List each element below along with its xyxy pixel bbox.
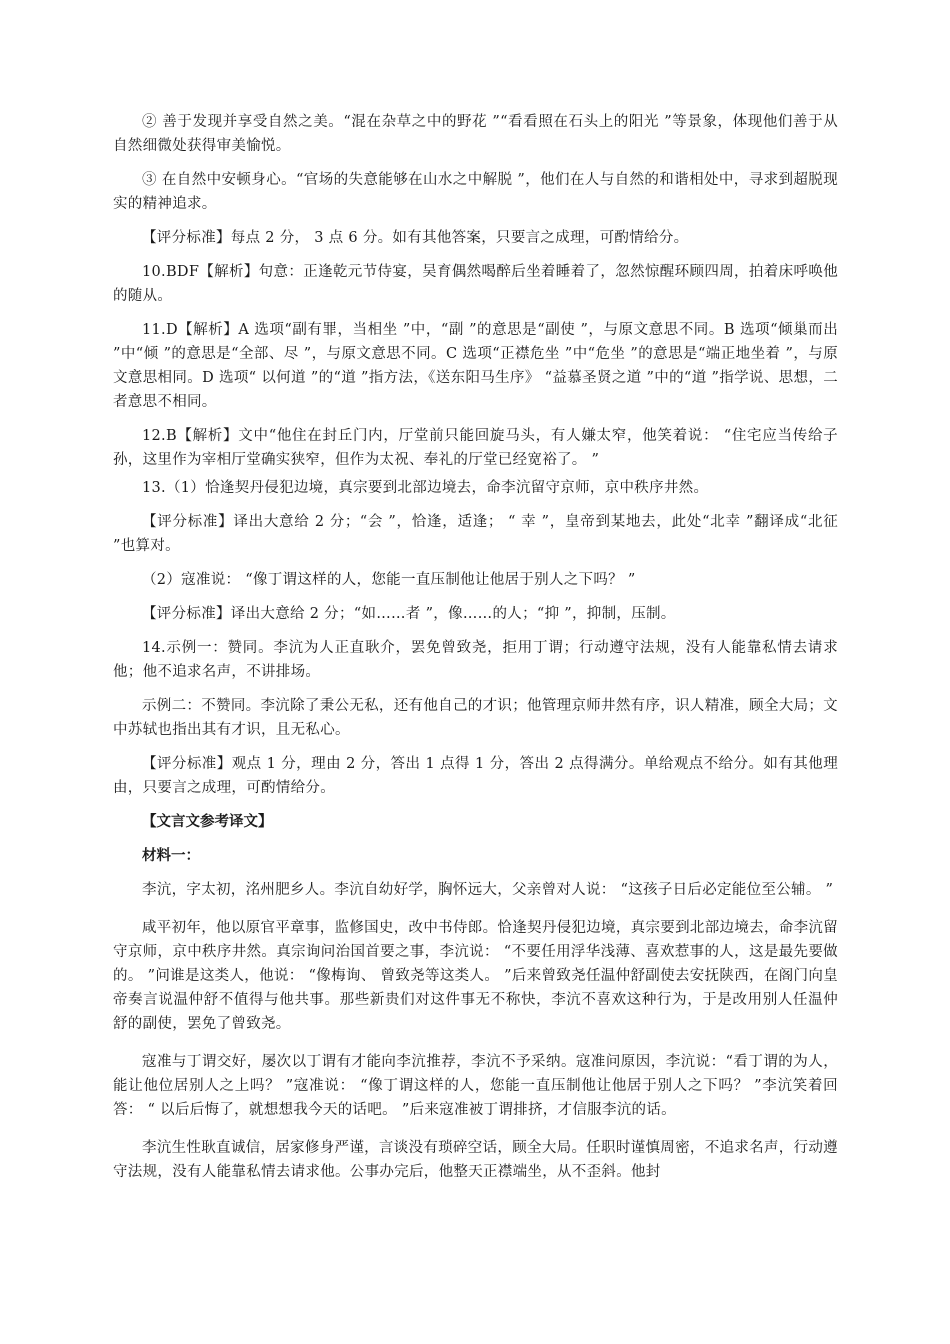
translation-paragraph: 咸平初年，他以原官平章事，监修国史，改中书侍郎。恰逢契丹侵犯边境，真宗要到北部边境去，命李沆留守京师，京中秩序井然。真宗询问治国首要之事，李沆说： “不要任用浮华浅薄、喜欢惹事的人，这是最先要做的。 ”问谁是这类人，他说： “像梅询、 曾致尧等这类人。 ”后来曾致尧任温仲舒副使去安抚陕西，在阁门向皇帝奏言说温仲舒不值得与他共事。那些新贵们对这件事无不称快，李沆不喜欢这种行为，于是改用别人任温仲舒的副使，罢免了曾致尧。 bbox=[113, 920, 838, 1032]
scoring-standard: 【评分标准】译出大意给 2 分；“会 ”，恰逢，适逢； “ 幸 ”，皇帝到某地去，此处“北幸 ”翻译成“北征 ”也算对。 bbox=[113, 514, 838, 554]
translation-paragraph: 寇准与丁谓交好，屡次以丁谓有才能向李沆推荐，李沆不予采纳。寇准问原因，李沆说：“看丁谓的为人，能让他位居别人之上吗？ ”寇准说： “像丁谓这样的人，您能一直压制他让他居于别人之下吗？ ”李沆笑着回答： “ 以后后悔了，就想想我今天的话吧。 ”后来寇准被丁谓排挤，才信服李沆的话。 bbox=[113, 1054, 838, 1118]
document-page bbox=[113, 110, 838, 1194]
translation-paragraph: 李沆，字太初，洺州肥乡人。李沆自幼好学，胸怀远大，父亲曾对人说： “这孩子日后必定能位至公辅。 ” bbox=[142, 882, 834, 898]
material-label: 材料一： bbox=[142, 847, 200, 864]
scoring-standard: 【评分标准】观点 1 分，理由 2 分，答出 1 点得 1 分，答出 2 点得满分。单给观点不给分。如有其他理由，只要言之成理，可酌情给分。 bbox=[113, 756, 838, 796]
answer-13-1: 13.（1）恰逢契丹侵犯边境，真宗要到北部边境去，命李沆留守京师，京中秩序井然。 bbox=[142, 480, 709, 496]
answer-11: 11.D【解析】A 选项“副有罪，当相坐 ”中，“副 ”的意思是“副使 ”，与原文意思不同。B 选项“倾巢而出 ”中“倾 ”的意思是“全部、尽 ”，与原文意思不同。C 选项“正襟危坐 ”中“危坐 ”的意思是“端正地坐着 ”，与原文意思相同。D 选项“ 以何道 ”的“道 ”指方法，《送东阳马生序》 “益慕圣贤之道 ”中的“道 ”指学说、思想，二者意思不相同。 bbox=[113, 322, 838, 410]
answer-14-example-1: 14.示例一：赞同。李沆为人正直耿介，罢免曾致尧，拒用丁谓；行动遵守法规，没有人能靠私情去请求他；他不追求名声，不讲排场。 bbox=[113, 640, 838, 680]
section-title: 【文言文参考译文】 bbox=[142, 813, 273, 830]
answer-10: 10.BDF【解析】句意：正逢乾元节侍宴，吴育偶然喝醉后坐着睡着了，忽然惊醒环顾四周，拍着床呼唤他的随从。 bbox=[113, 264, 838, 304]
answer-paragraph: ② 善于发现并享受自然之美。“混在杂草之中的野花 ”“看看照在石头上的阳光 ”等景象，体现他们善于从自然细微处获得审美愉悦。 bbox=[113, 114, 838, 154]
answer-12: 12.B【解析】文中“他住在封丘门内，厅堂前只能回旋马头，有人嫌太窄，他笑着说： “住宅应当传给子孙，这里作为宰相厅堂确实狭窄，但作为太祝、奉礼的厅堂已经宽裕了。 ” bbox=[113, 428, 838, 468]
scoring-standard: 【评分标准】每点 2 分， 3 点 6 分。如有其他答案，只要言之成理，可酌情给分。 bbox=[142, 230, 689, 246]
translation-paragraph: 李沆生性耿直诚信，居家修身严谨，言谈没有琐碎空话，顾全大局。任职时谨慎周密，不追求名声，行动遵守法规，没有人能靠私情去请求他。公事办完后，他整天正襟端坐，从不歪斜。他封 bbox=[113, 1140, 838, 1180]
answer-13-2: （2）寇准说： “像丁谓这样的人，您能一直压制他让他居于别人之下吗？ ” bbox=[142, 572, 636, 588]
scoring-standard: 【评分标准】译出大意给 2 分；“如……者 ”，像……的人；“抑 ”，抑制，压制。 bbox=[142, 606, 676, 622]
answer-14-example-2: 示例二：不赞同。李沆除了秉公无私，还有他自己的才识；他管理京师井然有序，识人精准，顾全大局；文中苏轼也指出其有才识，且无私心。 bbox=[113, 698, 838, 738]
answer-paragraph: ③ 在自然中安顿身心。“官场的失意能够在山水之中解脱 ”，他们在人与自然的和谐相处中，寻求到超脱现实的精神追求。 bbox=[113, 172, 838, 212]
